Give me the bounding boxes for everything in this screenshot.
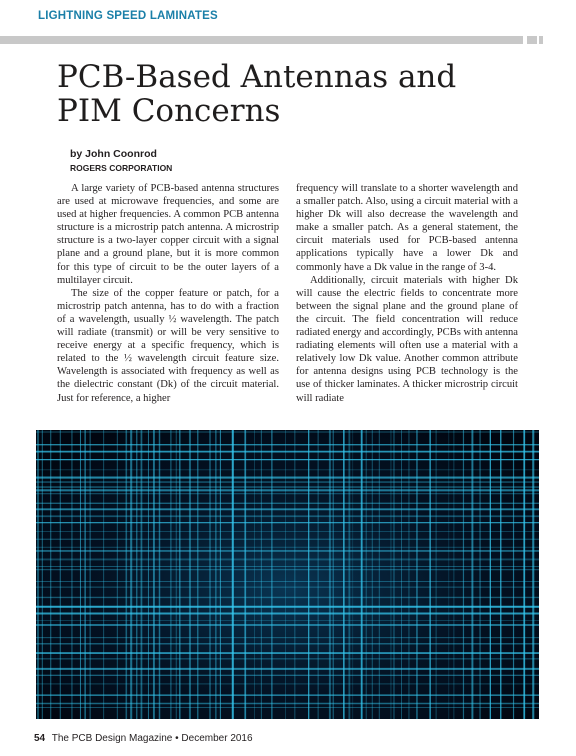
title-line-1: PCB-Based Antennas and — [57, 59, 457, 95]
paragraph: Additionally, circuit materials with higher Dk will cause the electric fields to concentrate more between the signal plane and the ground plane of the circuit. The field concentration will reduce radiated energy and accordingly, PCBs with antenna radiating elements will often use a material with a relatively low Dk value. Another common attribute for antenna designs using PCB technology is the use of thicker laminates. A thicker microstrip circuit will radiate — [296, 274, 518, 404]
header-rule — [0, 36, 523, 44]
paragraph: The size of the copper feature or patch, for a microstrip patch antenna, has to do with a fraction of a wavelength, usually ½ wavelength. The patch will radiate (transmit) or will be very sensitive to receive energy at a specific frequency, which is related to the ½ wavelength circuit feature size. Wavelength is associated with frequency as well as the dielectric constant (Dk) of the circuit material. Just for reference, a higher — [57, 287, 279, 404]
paragraph: A large variety of PCB-based antenna structures are used at microwave frequencies, and some are used at higher frequencies. A common PCB antenna structure is a microstrip patch antenna. A microstrip structure is a two-layer copper circuit with a signal plane and a ground plane, but it is more common for this type of circuit to be the outer layers of a multilayer circuit. — [57, 183, 279, 286]
paragraph: frequency will translate to a shorter wavelength and a smaller patch. Also, using a circuit material with a higher Dk will also decrease the wavelength and make a smaller patch. As a general statement, the circuit materials used for PCB-based antenna applications typically have a lower Dk and commonly have a Dk value in the range of 3-4. — [296, 183, 518, 273]
page-number: 54 — [34, 733, 46, 744]
body-column-left — [57, 182, 279, 405]
header-rule-end — [527, 36, 537, 44]
article-title — [57, 60, 527, 128]
publication-info: The PCB Design Magazine • December 2016 — [51, 733, 253, 744]
section-label: LIGHTNING SPEED LAMINATES — [38, 10, 218, 22]
header-rule-tip — [539, 36, 543, 44]
glowing-grid-image — [36, 430, 539, 719]
pcb-grid-photo — [36, 430, 539, 719]
title-line-2: PIM Concerns — [57, 93, 281, 129]
author-byline: by John Coonrod — [70, 148, 157, 160]
page-footer — [34, 733, 253, 744]
author-affiliation: ROGERS CORPORATION — [70, 163, 173, 173]
body-column-right — [296, 182, 518, 405]
